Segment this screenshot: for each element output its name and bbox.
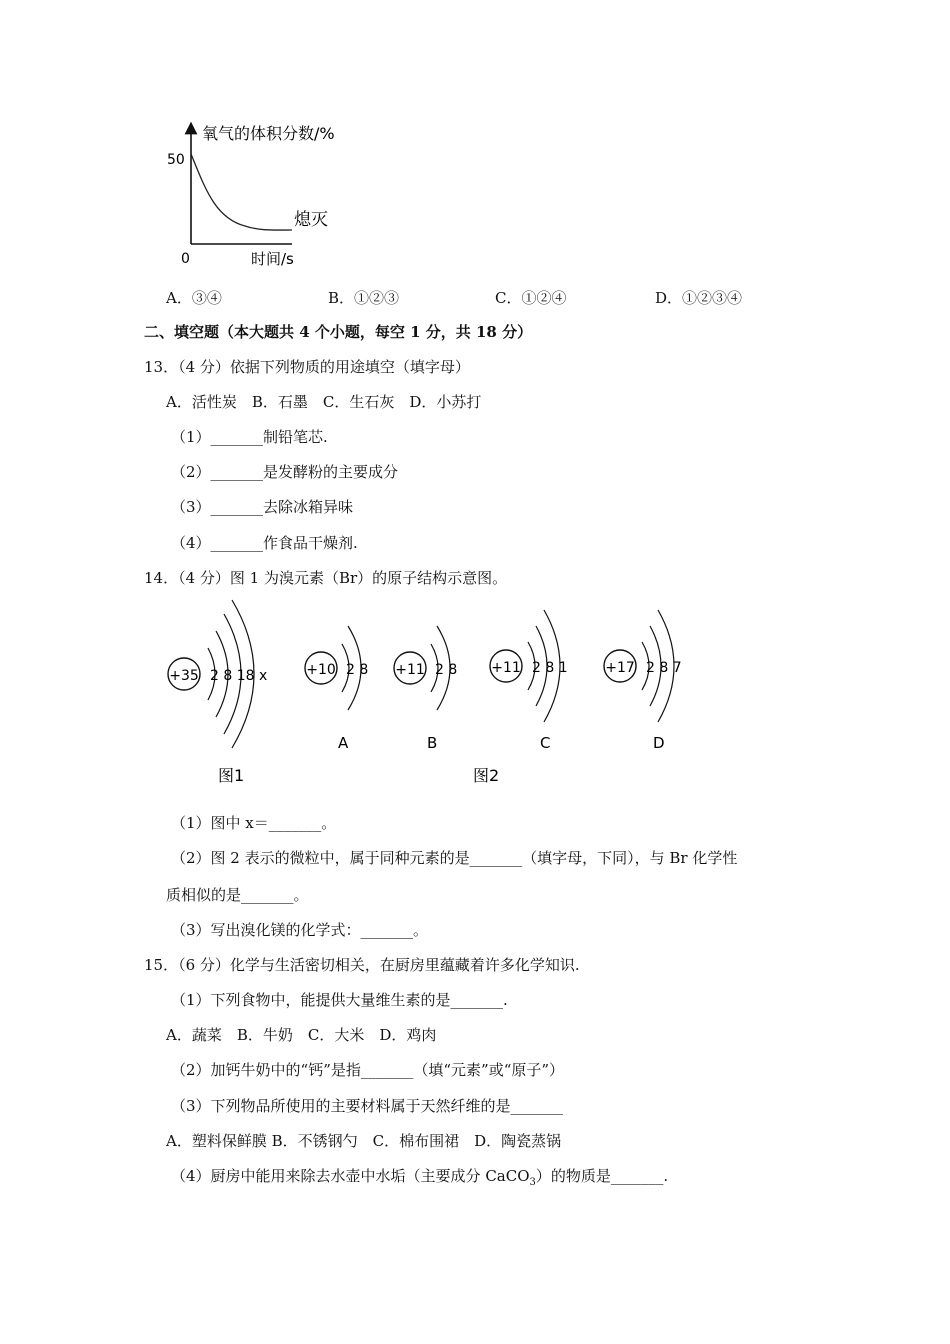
q15-sub1: （1）下列食物中，能提供大量维生素的是_______. [171,991,508,1009]
q13-options: A．活性炭 B．石墨 C．生石灰 D．小苏打 [166,393,482,411]
option-label: B [427,734,438,752]
oxygen-curve [191,154,292,230]
q12-option-c: C．①②④ [495,289,567,307]
electron-configuration: 2 8 18 x [210,668,268,684]
electron-configuration: 2 8 1 [532,660,568,676]
atomic-structure-figures [160,596,720,796]
y-tick-50: 50 [167,152,185,168]
option-label: A [338,734,349,752]
nucleus-charge: +17 [605,660,635,676]
electron-configuration: 2 8 [346,662,369,678]
figure1-caption: 图1 [218,766,245,785]
q15-sub3-options: A．塑料保鲜膜 B．不锈钢勺 C．棉布围裙 D．陶瓷蒸锅 [166,1132,562,1150]
section2-heading: 二、填空题（本大题共 4 个小题，每空 1 分，共 18 分） [144,323,533,341]
q15-sub4-pre: （4）厨房中能用来除去水壶中水垢（主要成分 CaCO [171,1167,530,1185]
figure2-caption: 图2 [473,766,500,785]
q13-stem: 13．（4 分）依据下列物质的用途填空（填字母） [144,358,470,376]
q15-sub2: （2）加钙牛奶中的“钙”是指_______（填“元素”或“原子”） [171,1061,565,1079]
q15-sub4-post: ）的物质是_______. [535,1167,669,1185]
extinguish-label: 熄灭 [294,210,328,230]
x-axis-label: 时间/s [251,250,294,268]
nucleus-charge: +11 [491,660,521,676]
q12-option-a: A．③④ [166,289,222,307]
nucleus-charge: +11 [395,662,425,678]
atom-b [394,626,457,752]
atom-a [305,626,368,752]
atom-d [604,610,682,752]
q14-sub2-line1: （2）图 2 表示的微粒中，属于同种元素的是_______（填字母，下同），与 Br 化学性 [171,849,738,867]
atom-br [168,600,267,748]
nucleus-charge: +10 [306,662,336,678]
electron-configuration: 2 8 [435,662,458,678]
q15-sub4 [171,1166,668,1193]
q12-option-d: D．①②③④ [655,289,743,307]
q15-sub3: （3）下列物品所使用的主要材料属于天然纤维的是_______ [171,1097,564,1115]
q15-sub1-options: A．蔬菜 B．牛奶 C．大米 D．鸡肉 [166,1026,437,1044]
y-axis-label: 氧气的体积分数/% [202,124,335,143]
oxygen-graph [160,118,360,273]
q15-sub4-subscript: 3 [529,1177,536,1188]
q13-sub3: （3）_______去除冰箱异味 [171,498,354,516]
q14-sub3: （3）写出溴化镁的化学式：_______。 [171,921,429,939]
atom-c [490,610,568,752]
q13-sub2: （2）_______是发酵粉的主要成分 [171,463,399,481]
q14-sub1: （1）图中 x＝_______。 [171,814,337,832]
q15-stem: 15．（6 分）化学与生活密切相关，在厨房里蕴藏着许多化学知识. [144,956,580,974]
option-label: D [653,734,665,752]
q12-option-b: B．①②③ [328,289,400,307]
q13-sub4: （4）_______作食品干燥剂. [171,534,358,552]
nucleus-charge: +35 [169,668,199,684]
q14-sub2-line2: 质相似的是_______。 [166,886,309,904]
q14-stem: 14．（4 分）图 1 为溴元素（Br）的原子结构示意图。 [144,569,508,587]
option-label: C [540,734,551,752]
q13-sub1: （1）_______制铅笔芯. [171,428,328,446]
electron-configuration: 2 8 7 [646,660,682,676]
origin-label: 0 [181,251,190,267]
